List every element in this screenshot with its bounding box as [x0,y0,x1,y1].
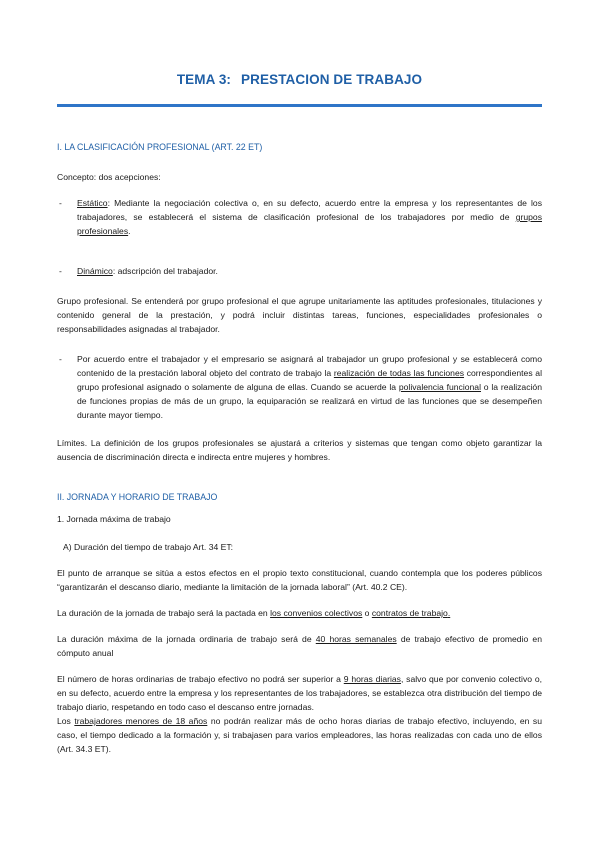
document-body [57,140,542,756]
title-number: TEMA 3: [176,72,232,87]
polivalencia-funcional: polivalencia funcional [398,382,481,392]
p4-text-2: , salvo que por convenio colectivo o, en su defecto, acuerdo entre la empresa y los representantes de los trabajadores, se establezca otra distribución del tiempo de trabajo diario, respetando en todo caso el descanso entre jornadas. [57,674,542,712]
p2-text-1: La duración de la jornada de trabajo será la pactada en [57,608,271,618]
concepto-line: Concepto: dos acepciones: [57,172,161,182]
p5-text-1: Los [57,716,75,726]
grupo-profesional-paragraph: Grupo profesional. Se entenderá por grupo profesional el que agrupe unitariamente las aptitudes profesionales, titulaciones y contenido general de la prestación, y podrá incluir distintas tareas, funciones, especialidades profesionales o responsabilidades asignadas al trabajador. [57,296,542,334]
section-heading-clasificacion: I. LA CLASIFICACIÓN PROFESIONAL (ART. 22 ET) [57,142,263,152]
dinamico-text: : adscripción del trabajador. [112,266,218,276]
convenios-colectivos: los convenios colectivos [270,608,363,618]
bullet-acuerdo [57,352,542,422]
punto-arranque-paragraph: El punto de arranque se sitúa a estos efectos en el propio texto constitucional, cuando contempla que los poderes públicos “garantizarán el descanso diario, mediante la limitación de la jornada laboral” (Art. 40.2 CE). [57,568,542,592]
p2-text-3: . [447,608,451,618]
grupos-profesionales-link: grupos profesionales [77,212,542,236]
bullet-dash: - [59,266,62,276]
horas-ordinarias-paragraph [57,672,542,714]
duracion-maxima-paragraph [57,632,542,660]
subheading-jornada-maxima: 1. Jornada máxima de trabajo [57,514,171,524]
bullet-estatico [57,196,542,238]
title-rule [57,104,542,107]
bullet-dash: - [59,198,62,208]
acuerdo-text-2: correspondientes al grupo profesional asignado o solamente de alguna de ellas. Cuando se acuerde la [77,368,542,392]
acuerdo-text-3: o la realización de funciones propias de más de un grupo, la equiparación se realizará en virtud de las funciones que se desempeñen durante mayor tiempo. [77,382,542,420]
section-heading-jornada: II. JORNADA Y HORARIO DE TRABAJO [57,492,218,502]
realizacion-funciones: realización de todas las funciones [333,368,465,378]
menores-paragraph [57,714,542,756]
estatico-end: . [128,226,131,236]
menores-18: trabajadores menores de 18 años [74,716,208,726]
term-dinamico: Dinámico [77,266,113,276]
bullet-dash: - [59,354,62,364]
estatico-text: : Mediante la negociación colectiva o, en su defecto, acuerdo entre la empresa y los representantes de los trabajadores, se establecerá el sistema de clasificación profesional de los trabajadores por medio de [77,198,542,222]
term-estatico: Estático [77,198,108,208]
p4-text-1: El número de horas ordinarias de trabajo efectivo no podrá ser superior a [57,674,344,684]
p3-text-1: La duración máxima de la jornada ordinaria de trabajo será de [57,634,316,644]
p3-text-2: de trabajo efectivo de promedio en cómputo anual [57,634,542,658]
duracion-pactada-paragraph [57,606,542,620]
acuerdo-text-1: Por acuerdo entre el trabajador y el empresario se asignará al trabajador un grupo profesional y se establecerá como contenido de la prestación laboral objeto del contrato de trabajo la [77,354,542,378]
cuarenta-horas: 40 horas semanales [315,634,397,644]
title-text: PRESTACION DE TRABAJO [241,72,423,87]
bullet-dinamico [57,264,542,278]
subheading-duracion: A) Duración del tiempo de trabajo Art. 34 ET: [63,542,234,552]
p5-text-2: no podrán realizar más de ocho horas diarias de trabajo efectivo, incluyendo, en su caso, el tiempo dedicado a la formación y, si trabajasen para varios empleadores, las horas realizadas con cada uno de ellos (Art. 34.3 ET). [57,716,542,754]
limites-paragraph: Límites. La definición de los grupos profesionales se ajustará a criterios y sistemas que tengan como objeto garantizar la ausencia de discriminación directa e indirecta entre mujeres y hombres. [57,438,542,462]
nueve-horas: 9 horas diarias [343,674,401,684]
contratos-trabajo: contratos de trabajo [371,608,448,618]
page-title [57,72,542,87]
p2-text-2: o [362,608,372,618]
